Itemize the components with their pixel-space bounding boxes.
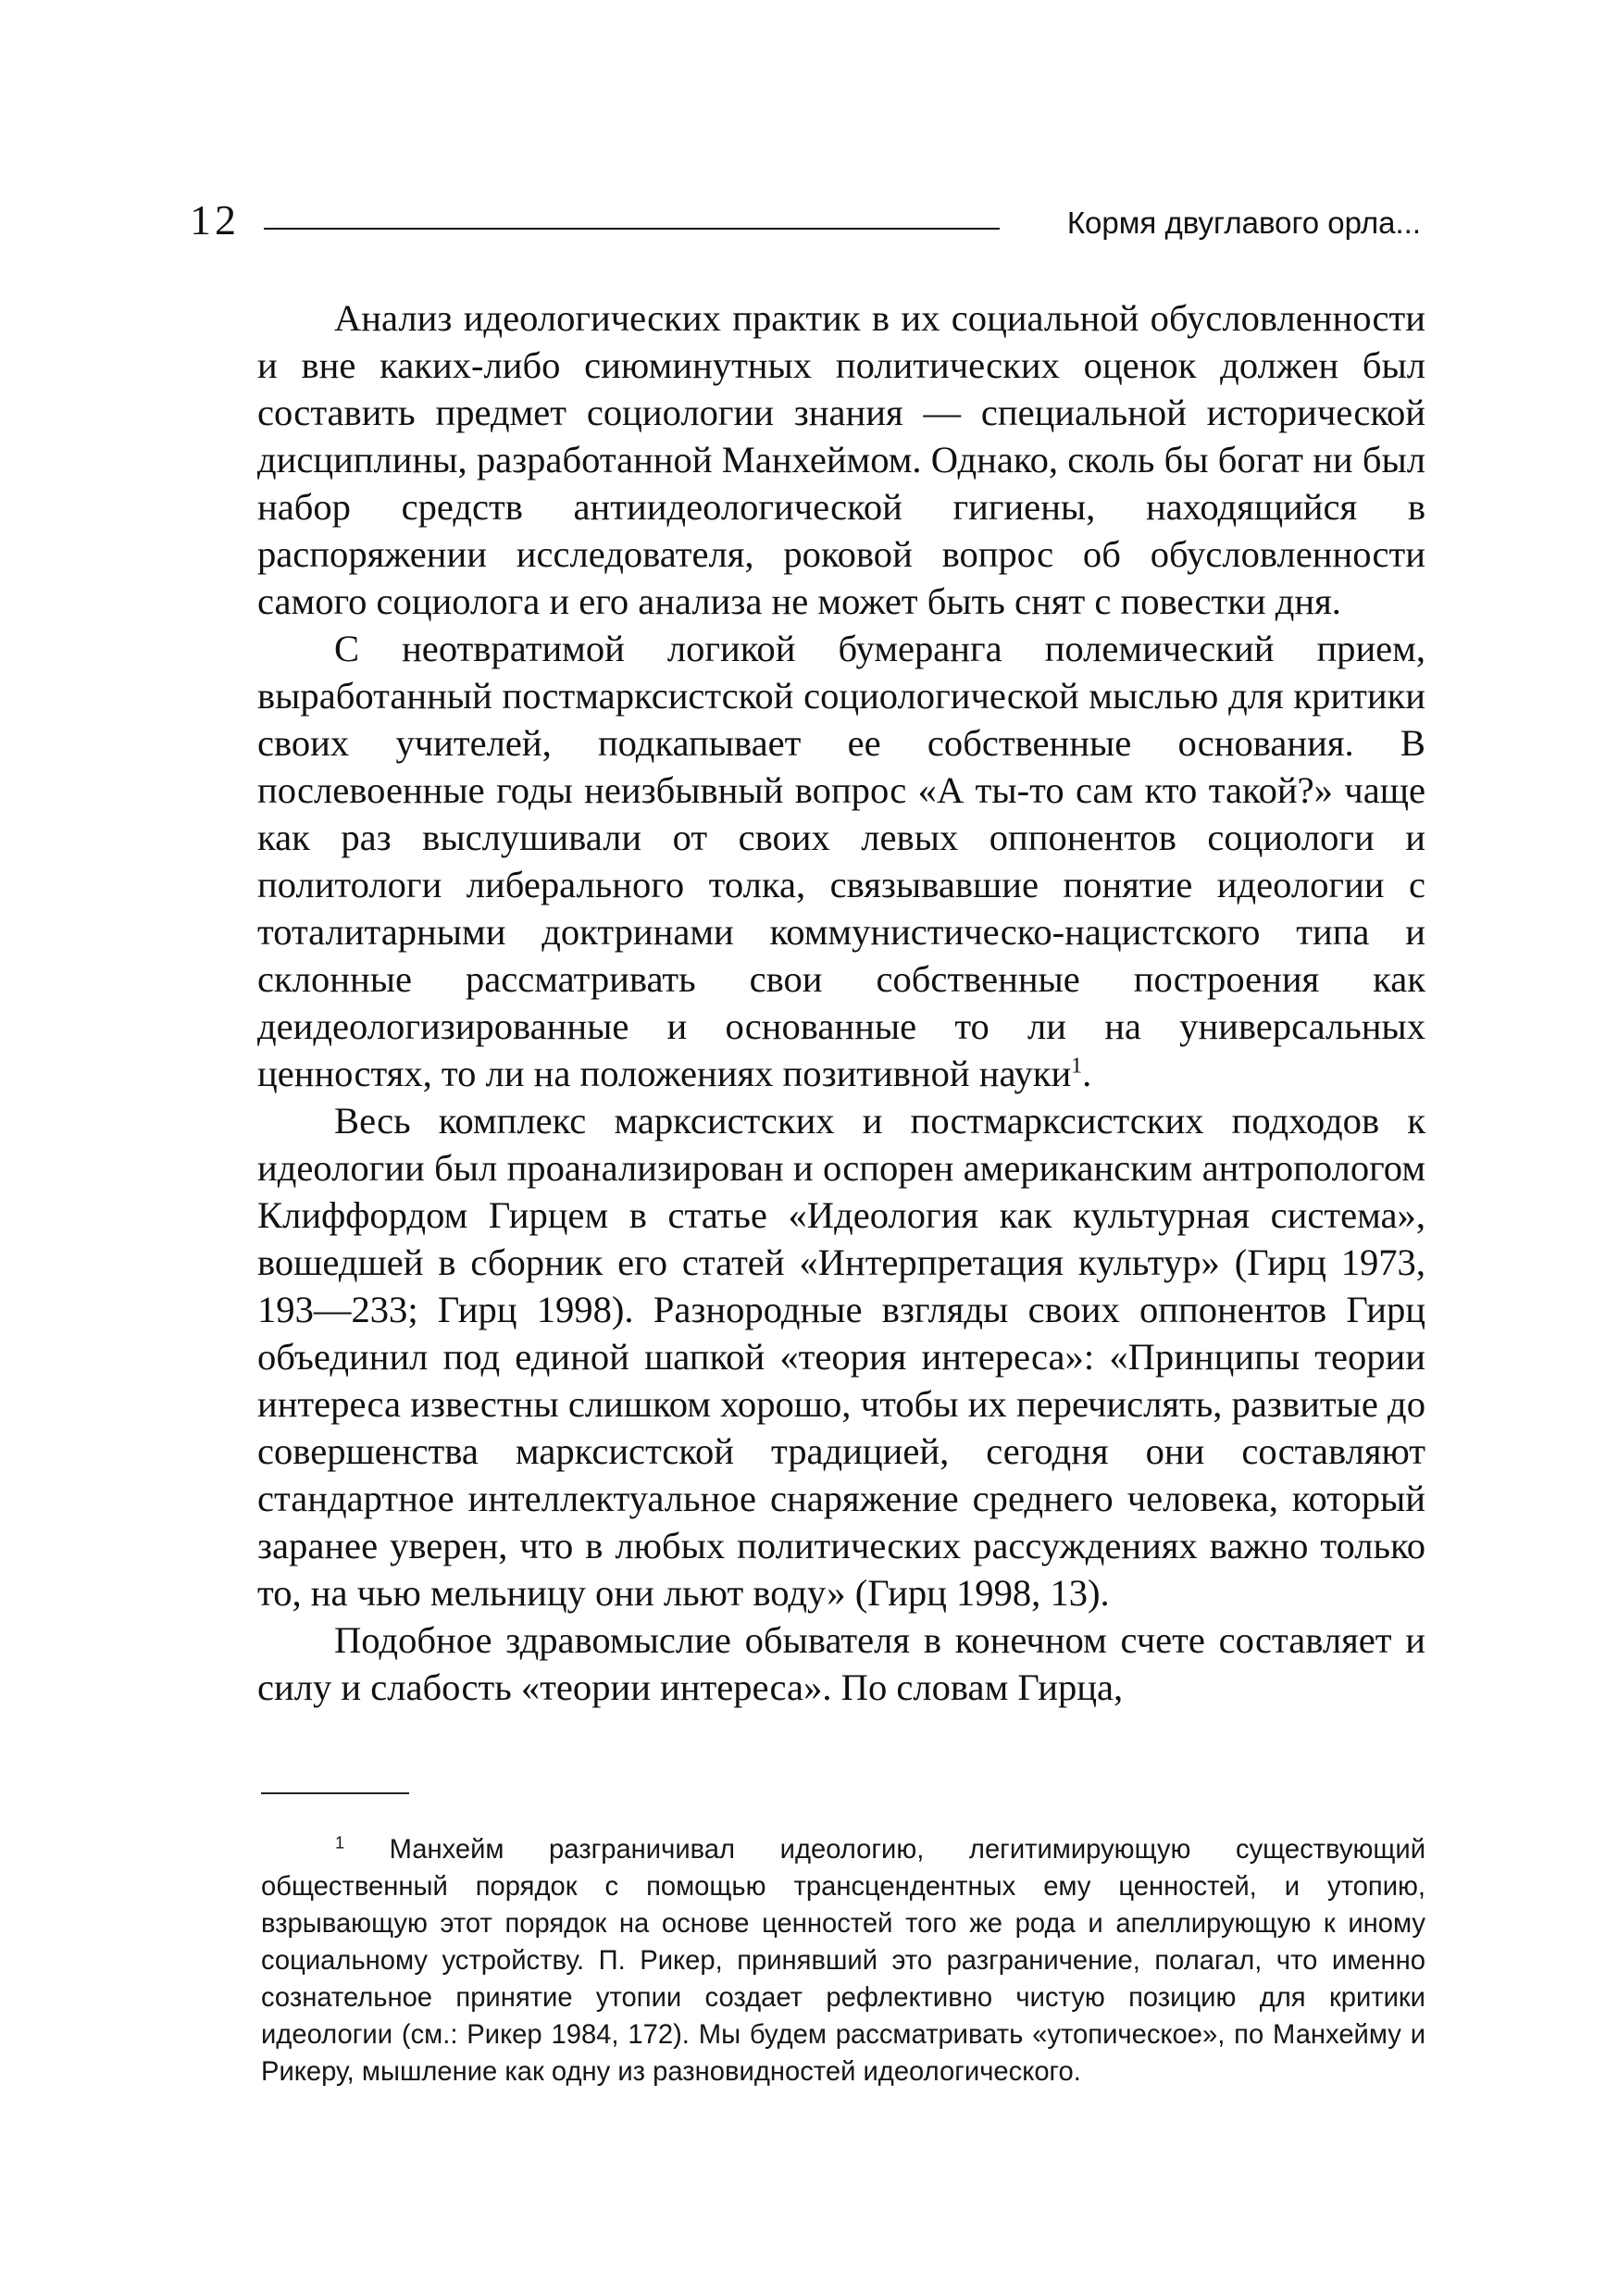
running-title: Кормя двуглавого орла...	[1066, 206, 1421, 240]
running-header	[190, 193, 1421, 248]
main-text	[257, 294, 1425, 1711]
footnote-reference: 1	[1071, 1054, 1083, 1079]
footnote-separator	[261, 1792, 409, 1794]
footnote	[261, 1831, 1425, 2090]
footnote-text: Манхейм разграничивал идеологию, легитимирующую существующий общественный порядок с помощью трансцендентных ему ценностей, и утопию, взрывающую этот порядок на основе ценностей того же рода и апеллирующую к иному социальному устройству. П. Рикер, принявший это разграничение, полагал, что именно сознательное принятие утопии создает рефлективно чистую позицию для критики идеологии (см.: Рикер 1984, 172). Мы будем рассматривать «утопическое», по Манхейму и Рикеру, мышление как одну из разновидностей идеологического.	[261, 1835, 1426, 2087]
paragraph-text: С неотвратимой логикой бумеранга полемический прием, выработанный постмарксистской социологической мыслью для критики своих учителей, подкапывает ее собственные основания. В послевоенные годы неизбывный вопрос «А ты-то сам кто такой?» чаще как раз выслушивали от своих левых оппонентов социологи и политологи либерального толка, связывавшие понятие идеологии с тоталитарными доктринами коммунистическо-нацистского типа и склонные рассматривать свои собственные построения как деидеологизированные и основанные то ли на универсальных ценностях, то ли на положениях позитивной науки	[257, 628, 1425, 1094]
paragraph-end: .	[1082, 1053, 1092, 1094]
paragraph: Подобное здравомыслие обывателя в конечном счете составляет и силу и слабость «теории интереса». По словам Гирца,	[257, 1619, 1425, 1708]
paragraph	[257, 625, 1425, 1097]
paragraph: Весь комплекс марксистских и постмарксистских подходов к идеологии был проанализирован и оспорен американским антропологом Клиффордом Гирцем в статье «Идеология как культурная система», вошедшей в сборник его статей «Интерпретация культур» (Гирц 1973, 193—233; Гирц 1998). Разнородные взгляды своих оппонентов Гирц объединил под единой шапкой «теория интереса»: «Принципы теории интереса известны слишком хорошо, чтобы их перечислять, развитые до совершенства марксистской традицией, сегодня они составляют стандартное интеллектуальное снаряжение среднего человека, который заранее уверен, что в любых политических рассуждениях важно только то, на чью мельницу они льют воду» (Гирц 1998, 13).	[257, 1100, 1425, 1614]
page-number: 12	[190, 196, 240, 243]
header-rule	[264, 228, 1000, 230]
paragraph: Анализ идеологических практик в их социальной обусловленности и вне каких-либо сиюминутных политических оценок должен был составить предмет социологии знания — специальной исторической дисциплины, разработанной Манхеймом. Однако, сколь бы богат ни был набор средств антиидеологической гигиены, находящийся в распоряжении исследователя, роковой вопрос об обусловленности самого социолога и его анализа не может быть снят с повестки дня.	[257, 297, 1425, 622]
footnote-number: 1	[335, 1833, 345, 1853]
